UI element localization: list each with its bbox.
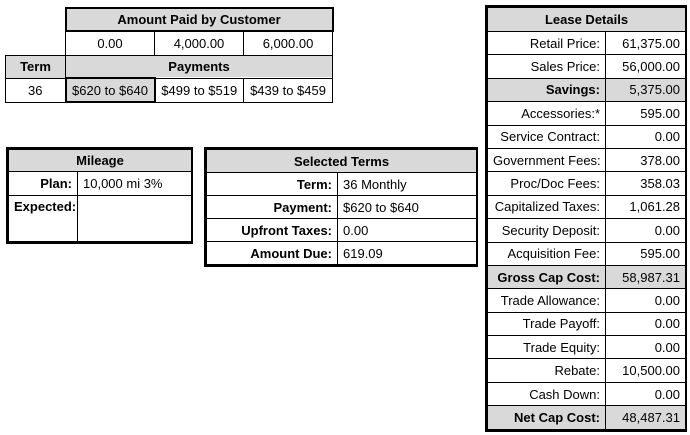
payment-value: $620 to $640	[338, 196, 477, 219]
lease-details-panel	[485, 5, 687, 432]
lease-details-table	[487, 7, 686, 430]
gross-cap-cost-label: Gross Cap Cost:	[488, 265, 606, 288]
rebate-value: 10,500.00	[606, 359, 686, 382]
security-deposit-label: Security Deposit:	[488, 219, 606, 242]
proc-doc-fees-label: Proc/Doc Fees:	[488, 172, 606, 195]
grid-corner	[6, 8, 66, 31]
selected-terms-panel	[204, 147, 478, 267]
savings-value: 5,375.00	[606, 78, 686, 101]
mileage-title: Mileage	[9, 150, 192, 172]
payment-grid-table	[5, 7, 334, 103]
amount-col-1: 4,000.00	[155, 31, 244, 55]
payment-option[interactable]: $439 to $459	[244, 78, 333, 102]
expected-value[interactable]	[78, 196, 192, 242]
amount-paid-title: Amount Paid by Customer	[66, 8, 333, 31]
trade-equity-value: 0.00	[606, 336, 686, 359]
selected-terms-title: Selected Terms	[207, 150, 477, 173]
plan-label: Plan:	[9, 172, 78, 196]
upfront-taxes-label: Upfront Taxes:	[207, 219, 338, 242]
payment-option-selected[interactable]: $620 to $640	[66, 78, 155, 102]
amount-due-label: Amount Due:	[207, 242, 338, 265]
payment-grid	[5, 7, 334, 103]
trade-payoff-value: 0.00	[606, 312, 686, 335]
lease-details-title: Lease Details	[488, 8, 686, 32]
trade-equity-label: Trade Equity:	[488, 336, 606, 359]
security-deposit-value: 0.00	[606, 219, 686, 242]
gross-cap-cost-value: 58,987.31	[606, 265, 686, 288]
payment-option[interactable]: $499 to $519	[155, 78, 244, 102]
capitalized-taxes-label: Capitalized Taxes:	[488, 195, 606, 218]
payments-header: Payments	[66, 55, 333, 78]
proc-doc-fees-value: 358.03	[606, 172, 686, 195]
grid-corner-2	[6, 31, 66, 55]
retail-price-label: Retail Price:	[488, 32, 606, 55]
upfront-taxes-value: 0.00	[338, 219, 477, 242]
service-contract-label: Service Contract:	[488, 125, 606, 148]
payment-label: Payment:	[207, 196, 338, 219]
trade-allowance-label: Trade Allowance:	[488, 289, 606, 312]
retail-price-value: 61,375.00	[606, 32, 686, 55]
amount-col-2: 6,000.00	[244, 31, 333, 55]
amount-col-0: 0.00	[66, 31, 155, 55]
net-cap-cost-value: 48,487.31	[606, 406, 686, 429]
trade-payoff-label: Trade Payoff:	[488, 312, 606, 335]
government-fees-value: 378.00	[606, 148, 686, 171]
term-header: Term	[6, 55, 66, 78]
rebate-label: Rebate:	[488, 359, 606, 382]
plan-value: 10,000 mi 3%	[78, 172, 192, 196]
capitalized-taxes-value: 1,061.28	[606, 195, 686, 218]
term-label: Term:	[207, 173, 338, 196]
sales-price-label: Sales Price:	[488, 55, 606, 78]
expected-label: Expected:	[9, 196, 78, 242]
mileage-table	[8, 149, 192, 242]
acquisition-fee-label: Acquisition Fee:	[488, 242, 606, 265]
government-fees-label: Government Fees:	[488, 148, 606, 171]
sales-price-value: 56,000.00	[606, 55, 686, 78]
term-value: 36	[6, 78, 66, 102]
savings-label: Savings:	[488, 78, 606, 101]
cash-down-value: 0.00	[606, 382, 686, 405]
trade-allowance-value: 0.00	[606, 289, 686, 312]
cash-down-label: Cash Down:	[488, 382, 606, 405]
selected-terms-table	[206, 149, 477, 265]
amount-due-value: 619.09	[338, 242, 477, 265]
term-selected-value: 36 Monthly	[338, 173, 477, 196]
net-cap-cost-label: Net Cap Cost:	[488, 406, 606, 429]
service-contract-value: 0.00	[606, 125, 686, 148]
acquisition-fee-value: 595.00	[606, 242, 686, 265]
mileage-panel	[6, 147, 193, 244]
accessories-label: Accessories:*	[488, 102, 606, 125]
accessories-value: 595.00	[606, 102, 686, 125]
